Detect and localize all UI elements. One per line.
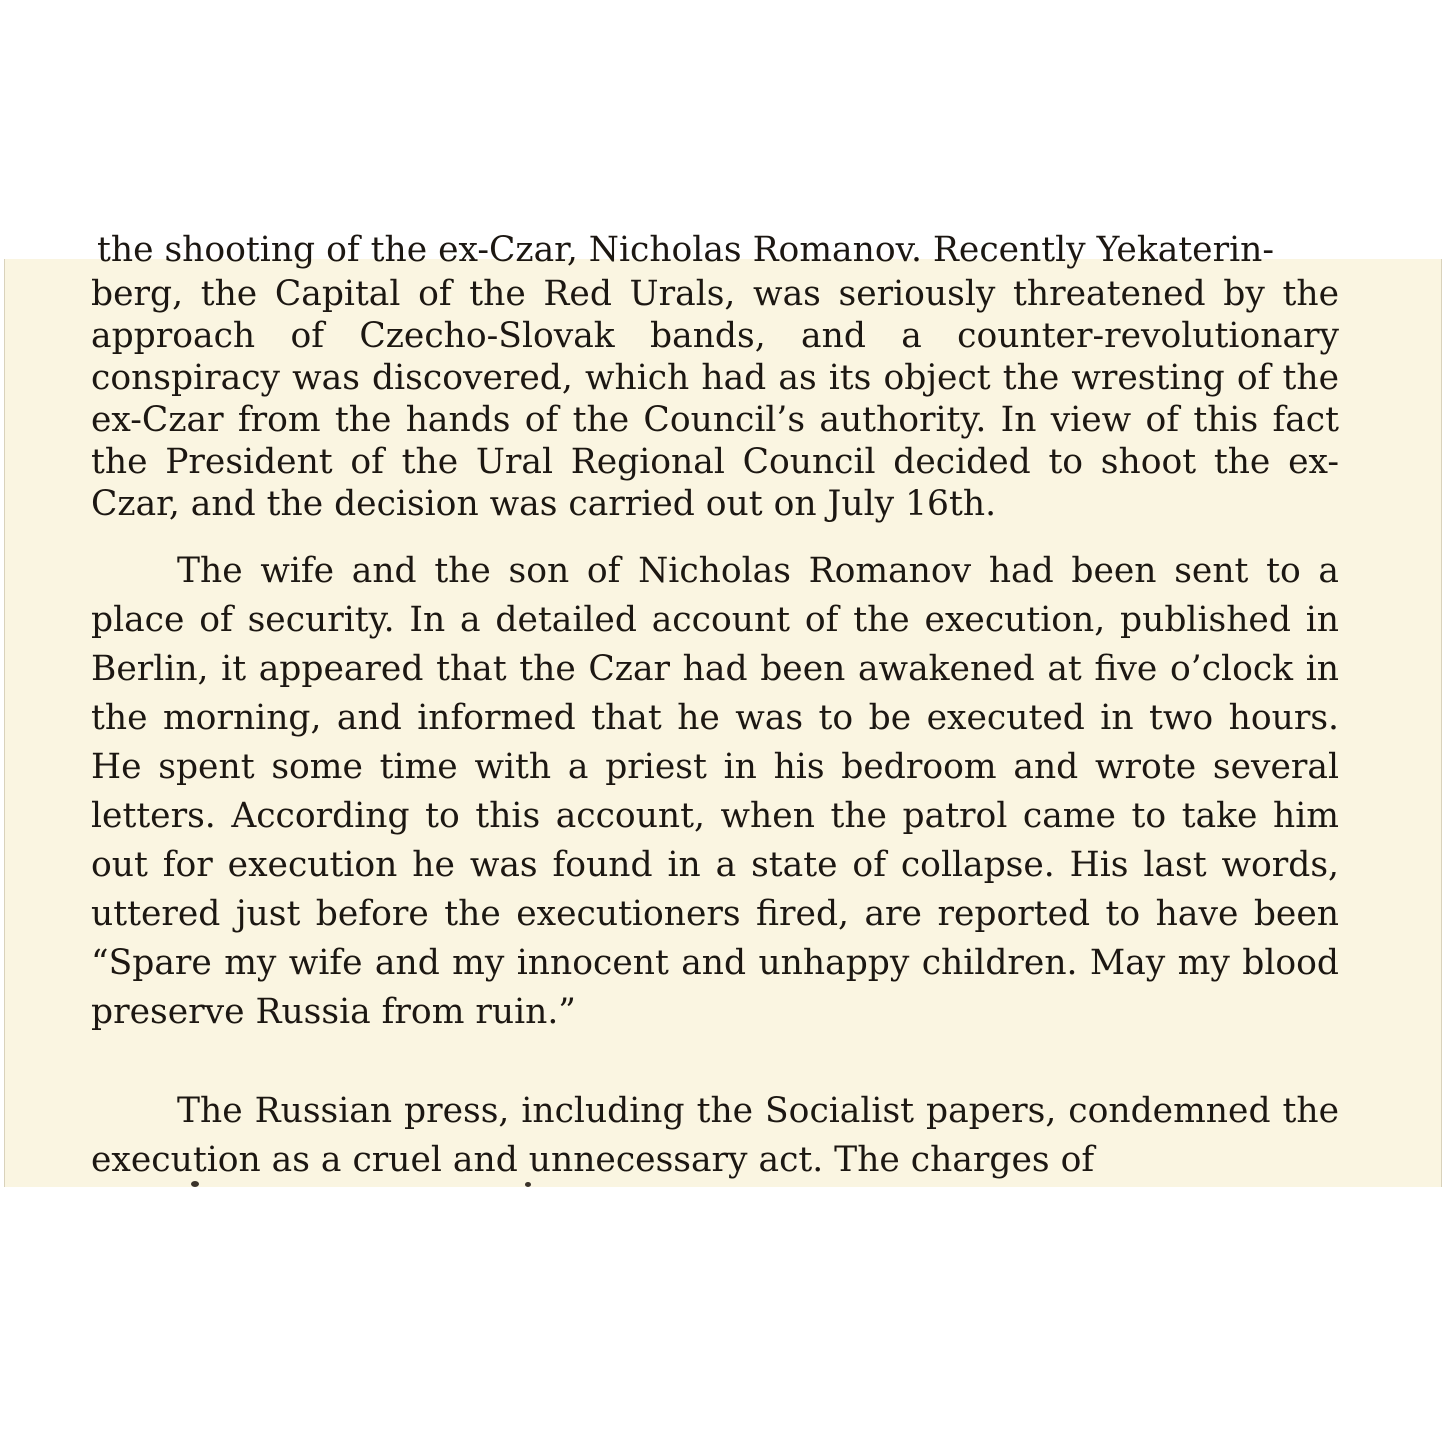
- paragraph-3: The Russian press, including the Socialist papers, condemned the execution as a cruel and unnecessary act. The charges of: [91, 1091, 1339, 1180]
- ink-fragment: [191, 1181, 199, 1187]
- clipped-last-line: [95, 1179, 1335, 1187]
- document-page: [4, 230, 1442, 1187]
- ink-fragment: [525, 1182, 531, 1187]
- paragraph-1: berg, the Capital of the Red Urals, was seriously threatened by the approach of Czecho-Slovak bands, and a counter-revolutionary conspiracy was discovered, which had as its object the wresting of the ex-Czar from the hands of the Council’s authority. In view of this fact the President of the Ural Regional Council decided to shoot the ex-Czar, and the decision was carried out on July 16th.: [91, 274, 1339, 524]
- clipped-first-line: the shooting of the ex-Czar, Nicholas Romanov. Recently Yekaterin-: [97, 230, 1274, 270]
- paragraph-2: The wife and the son of Nicholas Romanov had been sent to a place of security. In a detailed account of the execution, published in Berlin, it appeared that the Czar had been awakened at five o’clock in the morning, and informed that he was to be executed in two hours. He spent some time with a priest in his bedroom and wrote several letters. According to this account, when the patrol came to take him out for execution he was found in a state of collapse. His last words, uttered just before the executioners fired, are reported to have been “Spare my wife and my innocent and unhappy children. May my blood preserve Russia from ruin.”: [91, 551, 1339, 1032]
